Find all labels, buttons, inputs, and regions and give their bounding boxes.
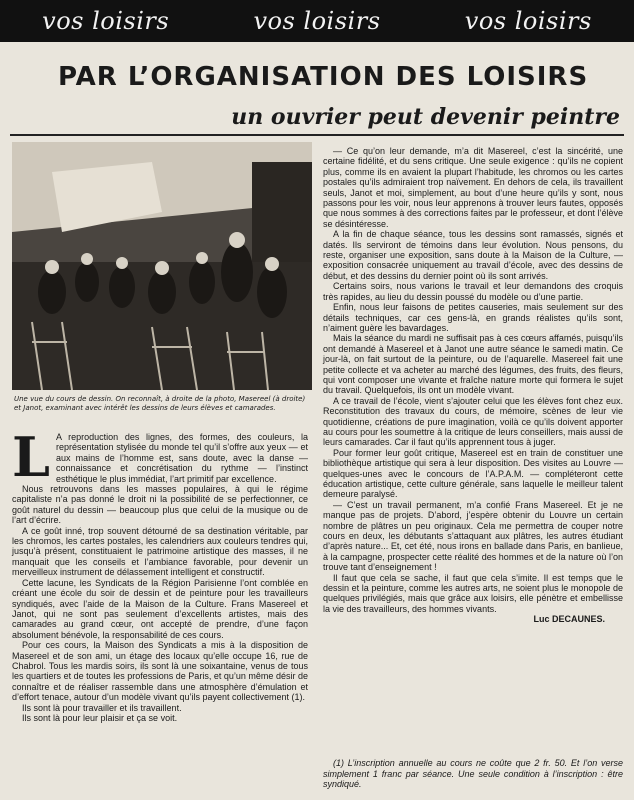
right-column [323,146,623,625]
paragraph: A reproduction des lignes, des formes, des couleurs, la représentation stylisée du monde tel qu’il s’offre aux yeux — et aux mains de l’homme est, sans doute, avec la danse — connaissance et concrétisation du rythme — l’instinct esthétique le plus immédiat, l’art primitif par excellence. [55,432,308,484]
drop-cap: L [12,425,50,489]
footnote: (1) L’inscription annuelle au cours ne coûte que 2 fr. 50. Et l’on verse simplement 1 franc par séance. Une seule condition à l’inscription : être syndiqué. [323,758,623,790]
drawing-class-photo-image [12,142,312,390]
article-photo [12,142,312,390]
paragraph: Pour former leur goût critique, Masereel est en train de constituer une bibliothèque artistique qui sera à leur disposition. Des visites au Louvre — quelques-unes avec le concours de l’A.P.A.M. — compléteront cette éducation artistique, cette culture générale, sans laquelle le meilleur talent demeure paralysé. [323,447,623,500]
paragraph: — Ce qu’on leur demande, m’a dit Masereel, c’est la sincérité, une certaine fidélité, et du sens critique. Une seule exigence : qu’ils ne copient plus, comme ils en avaient la plupart l’habitude, les chromos ou les cartes postales qu’ils admiraient trop naïvement. En dehors de cela, ils travaillent seuls, Janot et moi, simplement, au bout d’une heure qu’ils y sont, nous passons pour les voir, nous leur apprenons à trouver leurs fautes, opposés que nous sommes à des corrections faites par le professeur, et dont l’élève se désintéresse. [323,146,623,229]
paragraph: Nous retrouvons dans les masses populaires, à qui le régime capitaliste n’a pas donné le droit ni la possibilité de se perfectionner, ce goût naturel du dessin — beaucoup plus que celui de la musique ou de l’art d’écrire. [12,484,308,526]
paragraph: Cette lacune, les Syndicats de la Région Parisienne l’ont comblée en créant une école du soir de dessin et de peinture pour les travailleurs syndiqués, avec l’aide de la Maison de la Culture. Frans Masereel et Janot, qui ne sont pas seulement d’excellents artistes, mais des camarades au grand cœur, ont accepté de prendre, d’une façon absolument bénévole, la responsabilité de ces cours. [12,577,308,640]
banner-label: vos loisirs [464,7,592,35]
divider [10,134,624,136]
paragraph: Pour ces cours, la Maison des Syndicats a mis à la disposition de Masereel et de son ami, un étage des locaux qu’elle occupe 16, rue de Chabrol. Tous les mardis soirs, ils sont là une soixantaine, venus de tous les quartiers et de toutes les professions de Paris, et qu’un même désir de connaître et de réaliser rassemble dans une atmosphère d’émulation et d’effort tenace, autour d’un modèle vivant qu’ils payent collectivement (1). [12,640,308,703]
author-signature: Luc DECAUNES. [533,614,605,625]
paragraph: Certains soirs, nous varions le travail et leur demandons des croquis très rapides, au lieu du dessin poussé du modèle ou d’une partie. [323,281,623,302]
paragraph: A la fin de chaque séance, tous les dessins sont ramassés, signés et datés. Ils serviront de témoins dans leur évolution. Nous pensons, du reste, organiser une exposition, sans doute à la Maison de la Culture, — exposition consacrée uniquement au travail d’école, avec des dessins de début, et des dessins du dernier point où ils sont arrivés. [323,229,623,281]
left-column [12,425,308,723]
paragraph: Il faut que cela se sache, il faut que cela s’imite. Il est temps que le dessin et la peinture, comme les autres arts, ne soient plus le monopole de quelques privilégiés, mais que grâce aux loisirs, elle pénètre et embellisse la vie des travailleurs, des hommes vivants. [323,572,623,614]
paragraph: Mais la séance du mardi ne suffisait pas à ces cœurs affamés, puisqu’ils ont demandé à Masereel et à Janot une autre séance le samedi matin. Ce jour-là, on fait surtout de la peinture, ou de l’aquarelle. Masereel fait une petite collecte et va acheter au marché des légumes, des fruits, des fleurs, qui vont composer une vivante et fraîche nature morte qui formera le sujet du travail. Quelquefois, ils ont un modèle vivant. [323,333,623,396]
photo-caption: Une vue du cours de dessin. On reconnaît, à droite de la photo, Masereel (à droite) et Janot, examinant avec intérêt les dessins de leurs élèves et camarades. [14,395,306,412]
banner-label: vos loisirs [253,7,381,35]
paragraph: Enfin, nous leur faisons de petites causeries, mais seulement sur des détails techniques, car ces gens-là, en grands réalistes qu’ils sont, n’aiment guère les bavardages. [323,302,623,333]
paragraph: — C’est un travail permanent, m’a confié Frans Masereel. Et je ne manque pas de projets. D’abord, j’espère obtenir du Louvre un certain nombre de plâtres un peu originaux. Cela me permettra de couper notre cours en deux, les débutants s’attaquant aux plâtres, les autres étudiant d’après nature... Et, cet été, nous irons en ballade dans Paris, en banlieue, à la campagne, prospecter cette réalité des hommes et de la nature où l’on trouve tant d’enseignement ! [323,499,623,573]
banner-label: vos loisirs [42,7,170,35]
paragraph: A ce goût inné, trop souvent détourné de sa destination véritable, par les chromos, les cartes postales, les calendriers aux couleurs tendres qui, jusqu’à présent, constituaient le patrimoine artistique des masses, il ne manquait que les conseils et l’ambiance favorable, pour devenir un merveilleux instrument de délassement intelligent et constructif. [12,525,308,578]
subheadline: un ouvrier peut devenir peintre [231,104,620,130]
paragraph: Ils sont là pour leur plaisir et ça se voit. [22,712,178,723]
paragraph: Ils sont là pour travailler et ils travaillent. [22,702,182,713]
headline: PAR L’ORGANISATION DES LOISIRS [58,62,589,92]
paragraph: A ce travail de l’école, vient s’ajouter celui que les élèves font chez eux. Reconstitution des travaux du cours, de mémoire, scènes de leur vie quotidienne, créations de pure imagination, voilà ce qu’ils doivent apporter au cours pour les soumettre à la critique de leurs conseillers, mais aussi de leurs camarades. Car il faut qu’ils apprennent tous à juger. [323,395,623,448]
section-banner [0,0,634,42]
